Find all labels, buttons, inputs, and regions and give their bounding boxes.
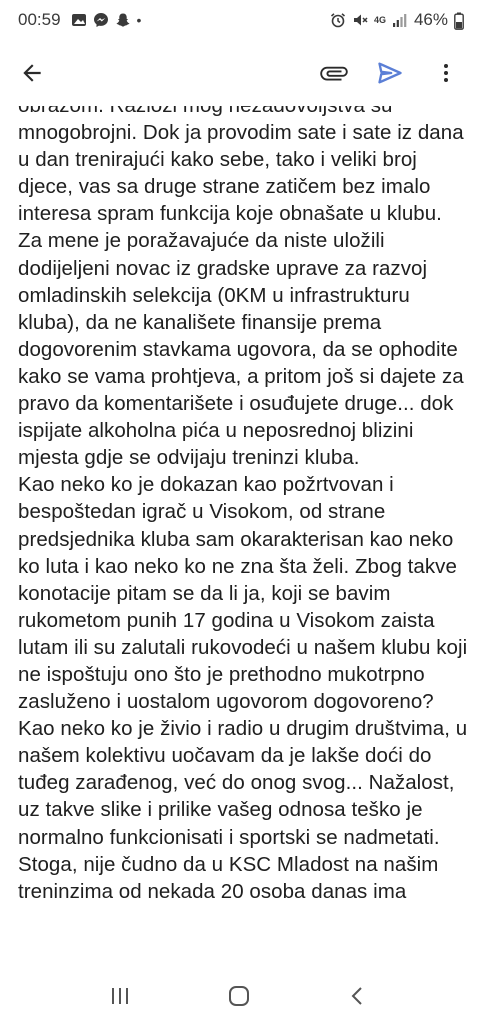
message-body-scroll[interactable] [0,106,478,968]
signal-icon [392,12,408,28]
recents-icon [109,985,131,1007]
attach-button[interactable] [312,51,356,95]
recents-button[interactable] [100,976,140,1016]
status-bar [0,0,478,40]
mute-icon [352,12,368,28]
nav-back-button[interactable] [338,976,378,1016]
send-icon [376,59,404,87]
paperclip-icon [319,58,349,88]
message-body-text[interactable]: mnogobrojni. Dok ja provodim sate i sate iz dana u dan trenirajući kako sebe, tako i veliki broj djece, vas sa druge strane zatičem bez imalo interesa spram funkcija koje obnašate u klubu. Za mene je poražavajuće da niste uložili dodijeljeni novac iz gradske uprave za razvoj omladinskih selekcija (0KM u infrastrukturu kluba), da ne kanališete finansije prema dogovorenim stavkama ugovora, da se ophodite kako se vama prohtjeva, a pritom još si dajete za pravo da komentarišete i osuđujete druge... dok ispijate alkoholna pića u neposrednoj blizini mjesta gdje se odvijaju treninzi kluba. Kao neko ko je dokazan kao požrtvovan i bespoštedan igrač u Visokom, od strane predsjednika kluba sam okarakterisan kao neko ko luta i kao neko ko ne zna šta želi. Zbog takve konotacije pitam se da li ja, koji se bavim rukometom punih 17 godina u Visokom zaista lutam ili su zalutali rukovodeći u našem klubu koji ne ispoštuju ono što je prethodno mukotrpno zasluženo i uostalom ugovorom dogovoreno? Kao neko ko je živio i radio u drugim društvima, u našem kolektivu uočavam da je lakše doći do tuđeg zarađenog, već do onog svog... Nažalost, uz takve slike i prilike vašeg odnosa teško je normalno funkcionisati i sportski se nadmetati. Stoga, nije čudno da u KSC Mladost na našim treninzima od nekada 20 osoba danas ima [18,121,468,903]
gallery-notification-icon [71,12,87,28]
home-icon [227,984,251,1008]
network-type: 4G [373,14,386,25]
compose-app-bar [0,40,478,106]
send-button[interactable] [368,51,412,95]
alarm-icon [330,12,346,28]
home-button[interactable] [219,976,259,1016]
back-button[interactable] [10,51,54,95]
snapchat-notification-icon [115,12,131,28]
arrow-left-icon [19,60,45,86]
battery-percent: 46% [413,10,448,29]
nav-back-icon [347,985,369,1007]
more-notifications-dot: • [136,12,142,28]
more-options-button[interactable] [424,51,468,95]
battery-icon [454,12,464,28]
messenger-notification-icon [93,12,109,28]
more-vert-icon [434,61,458,85]
status-time: 00:59 [18,10,61,29]
system-nav-bar [0,968,478,1024]
